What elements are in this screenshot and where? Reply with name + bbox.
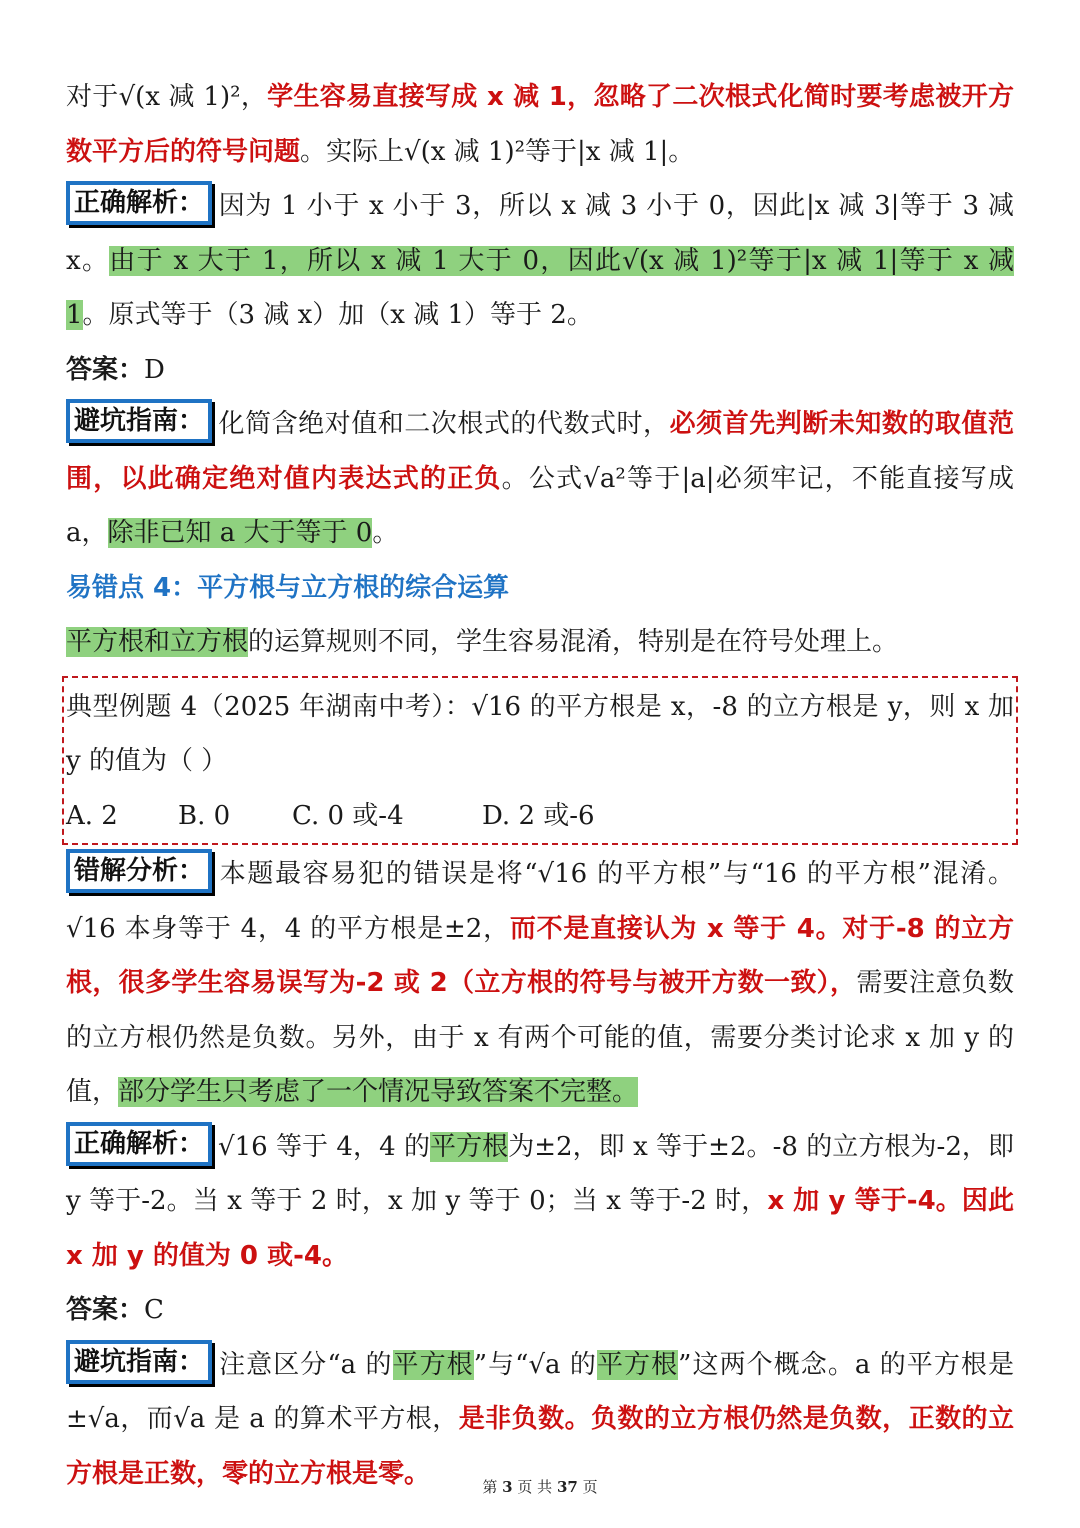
pitfall-guide-tag: 避坑指南： bbox=[66, 399, 212, 443]
text: √16 等于 4，4 的 bbox=[218, 1131, 431, 1162]
answer-label: 答案： bbox=[66, 1295, 145, 1325]
section-heading: 易错点 4：平方根与立方根的综合运算 bbox=[66, 572, 510, 603]
answer-value: D bbox=[144, 354, 165, 385]
answer-line-1 bbox=[66, 343, 1014, 398]
text: 。原式等于（3 减 x）加（x 减 1）等于 2。 bbox=[82, 300, 593, 330]
text: 。 bbox=[372, 518, 399, 548]
highlighted-text: 平方根 bbox=[596, 1349, 679, 1380]
correct-analysis-tag: 正确解析： bbox=[66, 1122, 212, 1166]
highlighted-text: 平方根和立方根 bbox=[66, 627, 249, 657]
text: 化简含绝对值和二次根式的代数式时， bbox=[218, 409, 670, 439]
document-page bbox=[66, 70, 1014, 1501]
footer-text: 页 共 bbox=[517, 1478, 553, 1496]
highlighted-text: 由于 x 大于 1，所以 x 减 1 大于 0，因此√(x 减 1)²等于|x 减 1|等于 x 减 1 bbox=[66, 245, 1015, 330]
text: 注意区分“a 的 bbox=[218, 1349, 393, 1380]
text: 因为 1 小于 x 小于 3，所以 x 减 3 小于 0，因此|x 减 3|等于 3 减 x。 bbox=[66, 191, 1014, 276]
text: 。公式√a²等于|a|必须牢记，不能直接写成 a， bbox=[66, 463, 1014, 548]
footer-text: 页 bbox=[582, 1478, 598, 1496]
option-b: B. 0 bbox=[178, 800, 231, 831]
text: 为±2，即 x 等于±2。-8 的立方根为-2，即 y 等于-2。当 x 等于 2 时，x 加 y 等于 0；当 x 等于-2 时， bbox=[66, 1131, 1014, 1216]
paragraph-pitfall-guide-1 bbox=[66, 397, 1014, 561]
footer-text: 第 bbox=[482, 1478, 498, 1496]
paragraph-error-analysis bbox=[66, 847, 1014, 1120]
emphasis-text: 是非负数。负数的立方根仍然是负数，正数的立方根是正数，零的立方根是零。 bbox=[66, 1404, 1014, 1489]
example-box bbox=[62, 676, 1018, 846]
paragraph-correct-analysis-2 bbox=[66, 1120, 1014, 1284]
example-question: 典型例题 4（2025 年湖南中考）：√16 的平方根是 x，-8 的立方根是 y，则 x 加 y 的值为（ ） bbox=[66, 691, 1014, 776]
text: ”与“√a 的 bbox=[473, 1349, 597, 1380]
answer-value: C bbox=[144, 1295, 164, 1325]
emphasis-text: 必须首先判断未知数的取值范围，以此确定绝对值内表达式的正负 bbox=[66, 409, 1014, 494]
text: 本题最容易犯的错误是将“√16 的平方根”与“16 的平方根”混淆。√16 本身等于 4，4 的平方根是±2， bbox=[66, 859, 1014, 944]
text: ”这两个概念。a 的平方根是±√a，而√a 是 a 的算术平方根， bbox=[66, 1349, 1014, 1434]
text: 。实际上√(x 减 1)²等于|x 减 1|。 bbox=[300, 136, 695, 167]
emphasis-text: 学生容易直接写成 x 减 1，忽略了二次根式化简时要考虑被开方数平方后的符号问题 bbox=[66, 82, 1014, 167]
paragraph-correct-analysis-1 bbox=[66, 179, 1014, 343]
option-a: A. 2 bbox=[66, 800, 118, 831]
text: 需要注意负数的立方根仍然是负数。另外，由于 x 有两个可能的值，需要分类讨论求 x 加 y 的值， bbox=[66, 968, 1014, 1107]
pitfall-guide-tag: 避坑指南： bbox=[66, 1340, 212, 1384]
text: 的运算规则不同，学生容易混淆，特别是在符号处理上。 bbox=[248, 627, 899, 657]
answer-label: 答案： bbox=[66, 354, 145, 385]
error-analysis-tag: 错解分析： bbox=[66, 849, 212, 893]
paragraph-intro bbox=[66, 70, 1014, 179]
highlighted-text: 平方根 bbox=[392, 1349, 474, 1380]
highlighted-text: 除非已知 a 大于等于 0 bbox=[107, 518, 373, 548]
text: 对于√(x 减 1)²， bbox=[66, 82, 268, 112]
option-d: D. 2 或-6 bbox=[482, 800, 595, 831]
correct-analysis-tag: 正确解析： bbox=[66, 181, 212, 225]
highlighted-text: 平方根 bbox=[430, 1131, 509, 1162]
total-page-count: 37 bbox=[556, 1478, 578, 1496]
page-footer bbox=[0, 1476, 1080, 1497]
emphasis-text: 而不是直接认为 x 等于 4。对于-8 的立方根，很多学生容易误写为-2 或 2（立方根的符号与被开方数一致）， bbox=[66, 913, 1014, 998]
emphasis-text: x 加 y 等于-4。因此 x 加 y 的值为 0 或-4。 bbox=[66, 1186, 1014, 1271]
option-c: C. 0 或-4 bbox=[292, 800, 404, 831]
paragraph-section-intro bbox=[66, 615, 1014, 670]
highlighted-text: 部分学生只考虑了一个情况导致答案不完整。 bbox=[118, 1077, 639, 1107]
current-page-number: 3 bbox=[502, 1478, 513, 1496]
example-options bbox=[66, 789, 1014, 844]
answer-line-2 bbox=[66, 1283, 1014, 1338]
